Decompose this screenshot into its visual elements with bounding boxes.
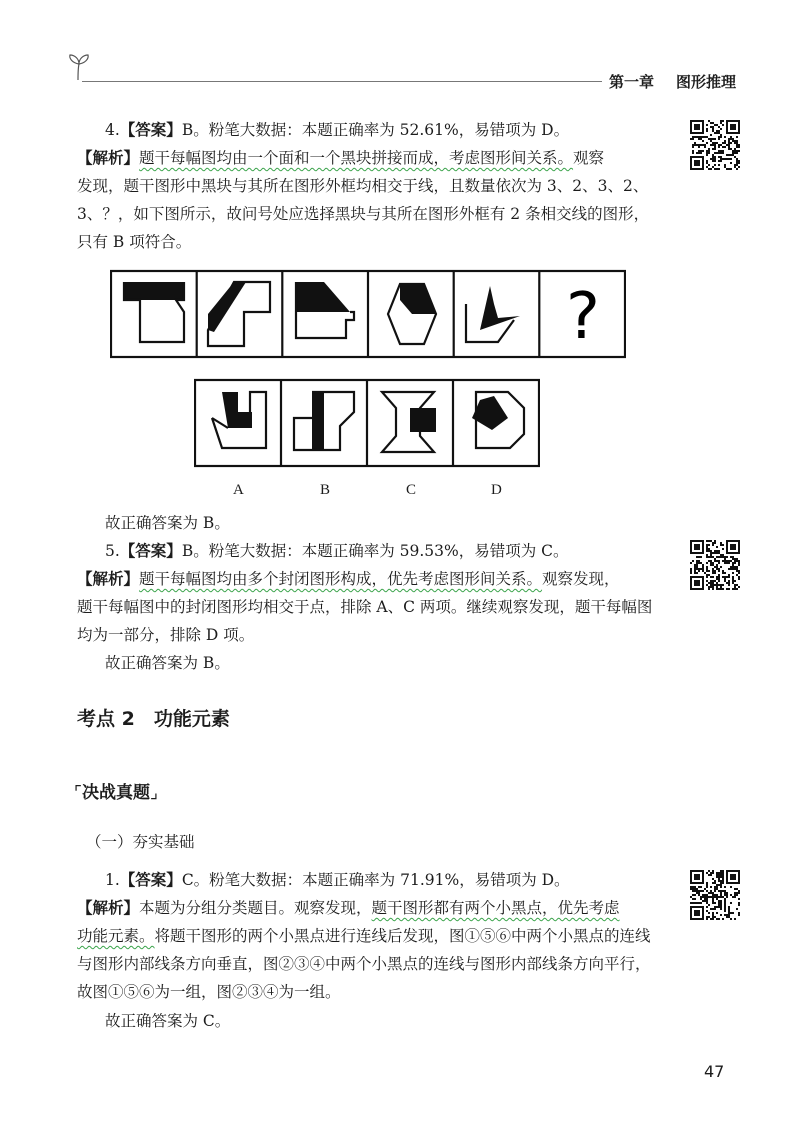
q4-analysis-line-4: 只有 B 项符合。 — [77, 233, 192, 251]
q5-text: 观察发现， — [542, 570, 620, 588]
subsection-title: 决战真题 — [81, 783, 150, 803]
page-number: 47 — [704, 1062, 725, 1081]
section-title: 考点 2 功能元素 — [77, 708, 230, 730]
q1-answer-line — [105, 866, 570, 894]
q4-analysis-line-2: 发现，题干图形中黑块与其所在图形外框均相交于线，且数量依次为 3、2、3、2、 — [77, 177, 649, 195]
q1-highlight-2: 功能元素。 — [77, 927, 155, 945]
qr-code-q1 — [690, 870, 740, 920]
q4-analysis-tag: 【解析】 — [77, 149, 140, 167]
q4-analysis-line-3: 3、？，如下图所示，故问号处应选择黑块与其所在图形外框有 2 条相交线的图形， — [77, 205, 650, 223]
q4-answer-text: B。粉笔大数据：本题正确率为 52.61%，易错项为 D。 — [181, 121, 570, 139]
q5-analysis-line-3: 均为一部分，排除 D 项。 — [77, 626, 255, 644]
q5-answer-line — [105, 537, 569, 565]
q5-answer-text: B。粉笔大数据：本题正确率为 59.53%，易错项为 C。 — [181, 542, 569, 560]
qr-code-q5 — [690, 540, 740, 590]
q1-number: 1. — [105, 871, 120, 889]
chapter-title: 图形推理 — [676, 73, 737, 91]
stem-figure-5 — [466, 286, 520, 342]
q5-analysis-line-2: 题干每幅图中的封闭图形均相交于点，排除 A、C 两项。继续观察发现，题干每幅图 — [77, 598, 653, 616]
chapter-label: 第一章 — [609, 73, 655, 91]
q1-text: 本题为分组分类题目。观察发现， — [139, 899, 372, 917]
q1-analysis-tag: 【解析】 — [77, 899, 140, 917]
q1-highlight: 题干图形都有两个小黑点，优先考虑 — [371, 899, 620, 917]
level-title: （一）夯实基础 — [86, 833, 195, 851]
q1-analysis-line-3: 与图形内部线条方向垂直，图②③④中两个小黑点的连线与图形内部线条方向平行， — [77, 955, 651, 973]
q1-analysis-line-2 — [77, 922, 651, 950]
question-mark: ? — [566, 280, 600, 354]
subsection-box — [74, 778, 158, 803]
bracket-right-icon: ⌟ — [149, 783, 158, 803]
bracket-left-icon: ⌜ — [74, 783, 82, 803]
header-rule — [82, 81, 602, 82]
q5-highlight: 题干每幅图均由多个封闭图形构成，优先考虑图形间关系。 — [139, 570, 543, 588]
stem-figure-3 — [296, 282, 354, 338]
q4-answer-tag: 【答案】 — [119, 121, 182, 139]
q1-answer-tag: 【答案】 — [119, 871, 182, 889]
q1-answer-text: C。粉笔大数据：本题正确率为 71.91%，易错项为 D。 — [181, 871, 570, 889]
q4-answer-line — [105, 116, 569, 144]
q4-number: 4. — [105, 121, 120, 139]
q5-number: 5. — [105, 542, 120, 560]
stem-figure-4 — [388, 284, 436, 344]
option-figure-d — [472, 392, 524, 448]
option-figure-c — [382, 392, 436, 452]
stem-figure-1 — [124, 282, 184, 342]
q4-text: 观察 — [573, 149, 605, 167]
option-figure-b — [294, 392, 354, 450]
option-label-b: B — [320, 482, 331, 498]
q5-conclusion: 故正确答案为 B。 — [105, 654, 230, 672]
q4-analysis-line-1 — [77, 144, 604, 172]
sprout-logo — [64, 52, 98, 82]
qr-code-q4 — [690, 120, 740, 170]
option-label-a: A — [233, 482, 244, 498]
stem-figure-2 — [208, 282, 270, 346]
q1-analysis-line-1 — [77, 894, 620, 922]
q4-conclusion: 故正确答案为 B。 — [105, 514, 230, 532]
q4-option-figures — [194, 378, 540, 470]
option-label-d: D — [491, 482, 502, 498]
q1-conclusion: 故正确答案为 C。 — [105, 1012, 231, 1030]
q4-stem-figures — [110, 268, 626, 360]
option-label-c: C — [406, 482, 417, 498]
q1-analysis-line-4: 故图①⑤⑥为一组，图②③④为一组。 — [77, 983, 341, 1001]
q5-analysis-tag: 【解析】 — [77, 570, 140, 588]
q5-analysis-line-1 — [77, 565, 620, 593]
q4-highlight: 题干每幅图均由一个面和一个黑块拼接而成，考虑图形间关系。 — [139, 149, 574, 167]
q5-answer-tag: 【答案】 — [119, 542, 182, 560]
q1-text-2: 将题干图形的两个小黑点进行连线后发现，图①⑤⑥中两个小黑点的连线 — [154, 927, 651, 945]
option-figure-a — [212, 392, 266, 448]
